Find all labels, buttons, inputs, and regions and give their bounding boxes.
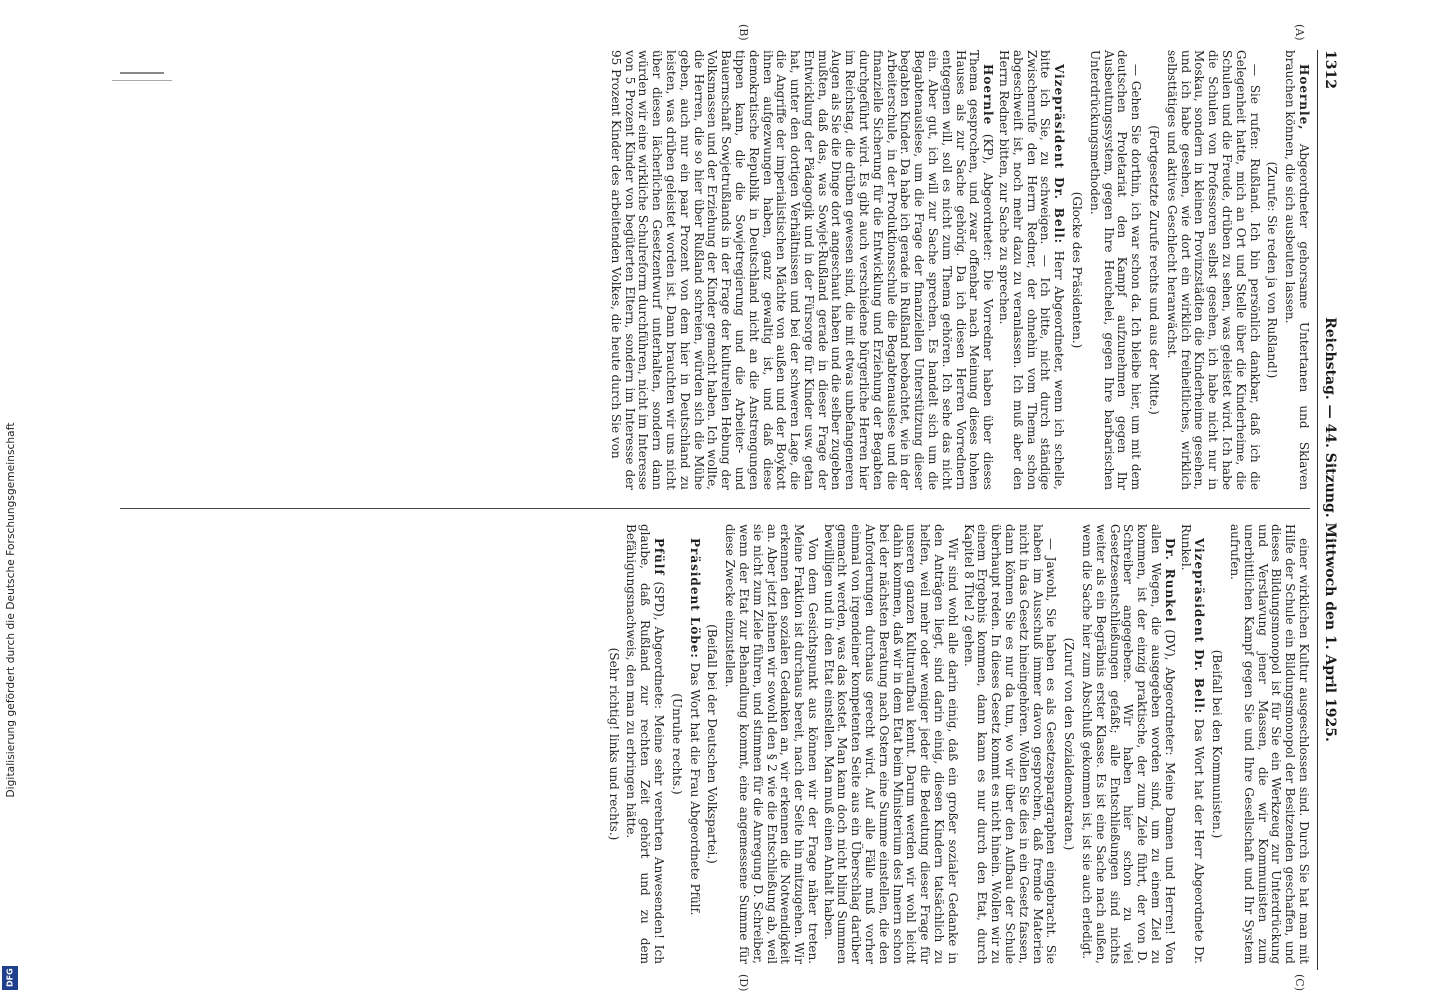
stage-direction xyxy=(669,524,683,964)
speaker-name: Pfülf xyxy=(651,538,666,576)
speech-paragraph xyxy=(687,524,701,964)
paragraph-text: (Beifall bei den Kommunisten.) xyxy=(1210,649,1225,839)
paragraph-text: (Sehr richtig! links und rechts.) xyxy=(606,647,621,841)
stage-direction xyxy=(1209,524,1223,964)
speaker-name: Dr. Runkel xyxy=(1162,538,1177,623)
paragraph-text: einer wirklichen Kultur ausgeschlossen sind. Durch Sie hat man mit Hilfe der Schule ein Bildungsmonopol der Besitzenden geschaffen, und dieses Bildungsmonopol ist für Sie ein Werkzeug zur Unterdrückung und Verstlavung jener Massen, die wir Kommunisten zum unerbittlichen Kampf gegen Sie und Ihre Gesellschaft und Ihr System aufrufen. xyxy=(1228,524,1311,964)
speaker-role: (KP), Abgeordneter: xyxy=(981,133,996,261)
speaker-name: Präsident Löbe: xyxy=(687,538,702,659)
speech-paragraph xyxy=(821,524,959,964)
stage-direction xyxy=(606,524,620,964)
paragraph-text: (Glocke des Präsidenten.) xyxy=(1070,191,1085,349)
speech-paragraph xyxy=(624,524,665,964)
stage-direction xyxy=(1146,50,1160,490)
stage-direction xyxy=(705,524,719,964)
paragraph-text: — Gehen Sie dorthin, ich war schon da. Ich bleibe hier, um mit dem deutschen Proletariat den Kampf aufzunehmen gegen Ihr Ausbeutungssystem, gegen Ihre Heuchelei, gegen Ihre barbarischen Unterdrückungsmethoden. xyxy=(1087,50,1144,490)
margin-mark-a: (A) xyxy=(1293,24,1306,41)
page-title: Reichstag. — 44. Sitzung. Mittwoch den 1. April 1925. xyxy=(1322,317,1338,742)
left-column xyxy=(120,50,1310,490)
speaker-name: Hoernle xyxy=(981,64,996,126)
paragraph-text: — Sie rufen: Rußland. Ich bin persönlich dankbar, daß ich die Gelegenheit hatte, mich an Ort und Stelle über die Kinderheime, die Schulen und die Freude, drüben zu sehen, was geleistet wird. Ich habe die Schulen von Professoren selbst gesehen, ich habe nicht nur in Moskau, sondern in kleinen Provinzstädten die Kinderheime gesehen, und ich habe gesehen, wie dort ein wirklich freiheitliches, wirklich selbsttätiges und aktives Geschlecht heranwächst. xyxy=(1164,50,1262,490)
stage-direction xyxy=(1061,524,1075,964)
stage-direction xyxy=(1069,50,1083,490)
margin-mark-c: (C) xyxy=(1293,974,1306,991)
speaker-name: Vizepräsident Dr. Bell: xyxy=(1192,538,1207,715)
right-column xyxy=(120,524,1310,964)
dfg-logo: DFG xyxy=(2,966,18,990)
speech-paragraph xyxy=(1282,50,1310,490)
paragraph-text: gehorsame Untertanen und Sklaven brauchen können, die sich ausbeuten lassen. xyxy=(1283,50,1311,490)
page-number: 1312 xyxy=(1322,50,1338,89)
paragraph-text: Meine Damen und Herren! Von allen Wegen, die ausgegeben worden sind, um zu einem Ziel zu kommen, ist der einzig praktische, der zum Ziele führt, der von D. Schreiber angegebene. Wir haben hier schon zu viel Gesetzesentschließungen gefaßt; alle Entschließungen sind nichts weiter als ein Begräbnis erster Klasse. Es ist eine Sache nach außen, wenn die Sache hier zum Abschluß gekommen ist, ist sie auch erledigt. xyxy=(1080,524,1177,964)
speaker-role: (DV), Abgeordneter: xyxy=(1162,629,1177,756)
paragraph-text: — Jawohl, Sie haben es als Gesetzesparagraphen eingebracht. Sie haben im Ausschuß immer davon gesprochen, daß fremde Materien nicht in das Gesetz hineingehören. Wollen Sie dies in ein Gesetz fassen, dann können Sie es nur da tun, wo wir über den Aufbau der Schule überhaupt reden. In dieses Gesetz kommt es nicht hinein. Wollen wir zu einem Ergebnis kommen, dann kann es nur durch den Etat, durch Kapitel 8 Titel 2 gehen. xyxy=(961,524,1059,964)
speaker-role: (SPD), Abgeordnete: xyxy=(651,581,666,709)
header-rule xyxy=(1317,50,1318,970)
paragraph-text: (Beifall bei der Deutschen Volkspartei.) xyxy=(705,624,720,864)
speaker-name: Hoernle, xyxy=(1297,64,1311,131)
paragraph-text: Die Vorredner haben über dieses Thema gesprochen, und zwar offenbar nach Meinung dieses hohen Hauses als zur Sache gehörig. Da ich diesen Herren Vorrednern entgegnen will, soll es nicht zum Thema gehören. Ich sehe das nicht ein. Aber gut, ich will zur Sache sprechen. Es handelt sich um die Begabtenauslese, um die Frage der finanziellen Unterstützung dieser begabten Kinder. Da habe ich gerade in Rußland beobachtet, wie in der Arbeiterschule, in der Produktionsschule die Begabtenauslese und die finanzielle Sicherung für die Entwicklung und Erziehung der Begabten durchgeführt wird. Es gibt auch verschiedene bürgerliche Herren hier im Reichstag, die drüben gewesen sind, die mit etwas unbefangeneren Augen als Sie die Dinge dort angeschaut haben und die selber zugeben mußten, daß das, was Sowjet-Rußland gerade in dieser Frage der Entwicklung der Pädagogik und in der Fürsorge für Kinder usw. getan hat, unter den dortigen Verhältnissen und bei der schweren Lage, die die Angriffe der imperialistischen Mächte von außen und der Boykott ihnen aufgezwungen haben, ganz gewaltig ist, und daß diese demokratische Republik in Deutschland nicht an die Anstrengungen tippen kann, die die Sowjetregierung und die Arbeiter- und Bauernschaft Sowjetrußlands in der Frage der kulturellen Hebung der Volksmassen und der Erziehung der Kinder gemacht haben. Ich wollte, die Herren, die so hier über Rußland schreien, würden sich die Mühe geben, auch nur ein paar Prozent von dem hier in Deutschland zu leisten, was drüben geleistet worden ist. Dann brauchten wir uns nicht über diesen lächerlichen Gesetzentwurf unterhalten, sondern dann würden wir eine wirkliche Schulreform durchführen, nicht im Interesse von 5 Prozent Kinder von begüterten Eltern, sondern im Interesse der 95 Prozent Kinder des arbeitenden Volkes, die heute durch Sie von xyxy=(608,50,996,490)
paragraph-text: Herr Abgeordneter, wenn ich schelle, bitte ich Sie, zu schweigen. — Ich bitte, nicht durch ständige Zwischenrufe den Herrn Redner, der ohnehin vom Thema schon abgeschweift ist, noch mehr dazu zu veranlassen. Ich muß aber den Herrn Redner bitten, zur Sache zu sprechen. xyxy=(997,50,1067,490)
margin-mark-b: (B) xyxy=(737,24,750,41)
margin-mark-d: (D) xyxy=(737,974,750,992)
digitization-credit xyxy=(0,0,22,1000)
speech-paragraph xyxy=(961,524,1058,964)
speaker-role: Abgeordneter xyxy=(1297,143,1311,229)
speech-paragraph xyxy=(996,50,1065,490)
speech-paragraph xyxy=(608,50,994,490)
paragraph-text: Von dem Gesichtspunkt aus können wir der Frage näher treten. Meine Fraktion ist durchaus bereit, nach der Seite hin mitzugehen. Wir erkennen den sozialen Gedanken an, wir erkennen die Notwendigkeit an. Aber jetzt lehnen wir sowohl den § 2 wie die Entschließung ab, weil sie nicht zum Ziele führen, und stimmen für die Anregung D. Schreiber, wenn der Etat zur Behandlung kommt, eine angemessene Summe für diese Zwecke einzustellen. xyxy=(723,524,820,964)
paragraph-text: (Zuruf von den Sozialdemokraten.) xyxy=(1062,637,1077,851)
paragraph-text: Das Wort hat die Frau Abgeordnete Pfülf. xyxy=(687,662,702,916)
column-divider xyxy=(120,508,1310,509)
speech-paragraph xyxy=(1079,524,1176,964)
paragraph-text: Wir sind wohl alle darin einig, daß ein großer sozialer Gedanke in den Anträgen liegt, sind darin einig, diesen Kindern tatsächlich zu helfen, weil mehr oder weniger jeder die Bedeutung dieser Frage für unseren ganzen Kulturaufbau kennt. Darum werden wir wohl leicht dahin kommen, daß wir in dem Etat beim Ministerium des Innern schon bei der nächsten Beratung nach Ostern eine Summe einstellen, die den Anforderungen durchaus gerecht wird. Auf alle Fälle muß vorher einmal von irgendeiner kompetenten Seite aus ein Überschlag darüber gemacht werden, was das kostet. Man kann doch nicht blind Summen bewilligen und in den Etat einstellen. Man muß einen Anhalt haben. xyxy=(821,524,960,964)
speaker-name: Vizepräsident Dr. Bell: xyxy=(1052,64,1067,245)
speech-paragraph xyxy=(1087,50,1142,490)
stage-direction xyxy=(1265,50,1279,490)
paragraph-text: (Fortgesetzte Zurufe rechts und aus der Mitte.) xyxy=(1147,125,1162,415)
page-header xyxy=(1322,50,1350,970)
paragraph-text: Meine sehr verehrten Anwesenden! Ich glaube, daß Rußland zur rechten Zeit gehört und zu dem Befähigungsnachweis, den man zu erbringen hätte. xyxy=(624,524,666,964)
speech-paragraph xyxy=(1178,524,1206,964)
speech-paragraph xyxy=(722,524,819,964)
credit-text: Digitalisierung gefördert durch die Deutsche Forschungsgemeinschaft xyxy=(5,422,17,798)
paragraph-text: (Unruhe rechts.) xyxy=(669,693,684,795)
rotated-page xyxy=(110,24,1350,992)
speech-paragraph xyxy=(1164,50,1261,490)
speech-paragraph xyxy=(1227,524,1310,964)
paragraph-text: (Zurufe: Sie reden ja von Rußland!) xyxy=(1265,161,1280,379)
paragraph-text: Das Wort hat der Herr Abgeordnete Dr. Runkel. xyxy=(1178,524,1207,964)
